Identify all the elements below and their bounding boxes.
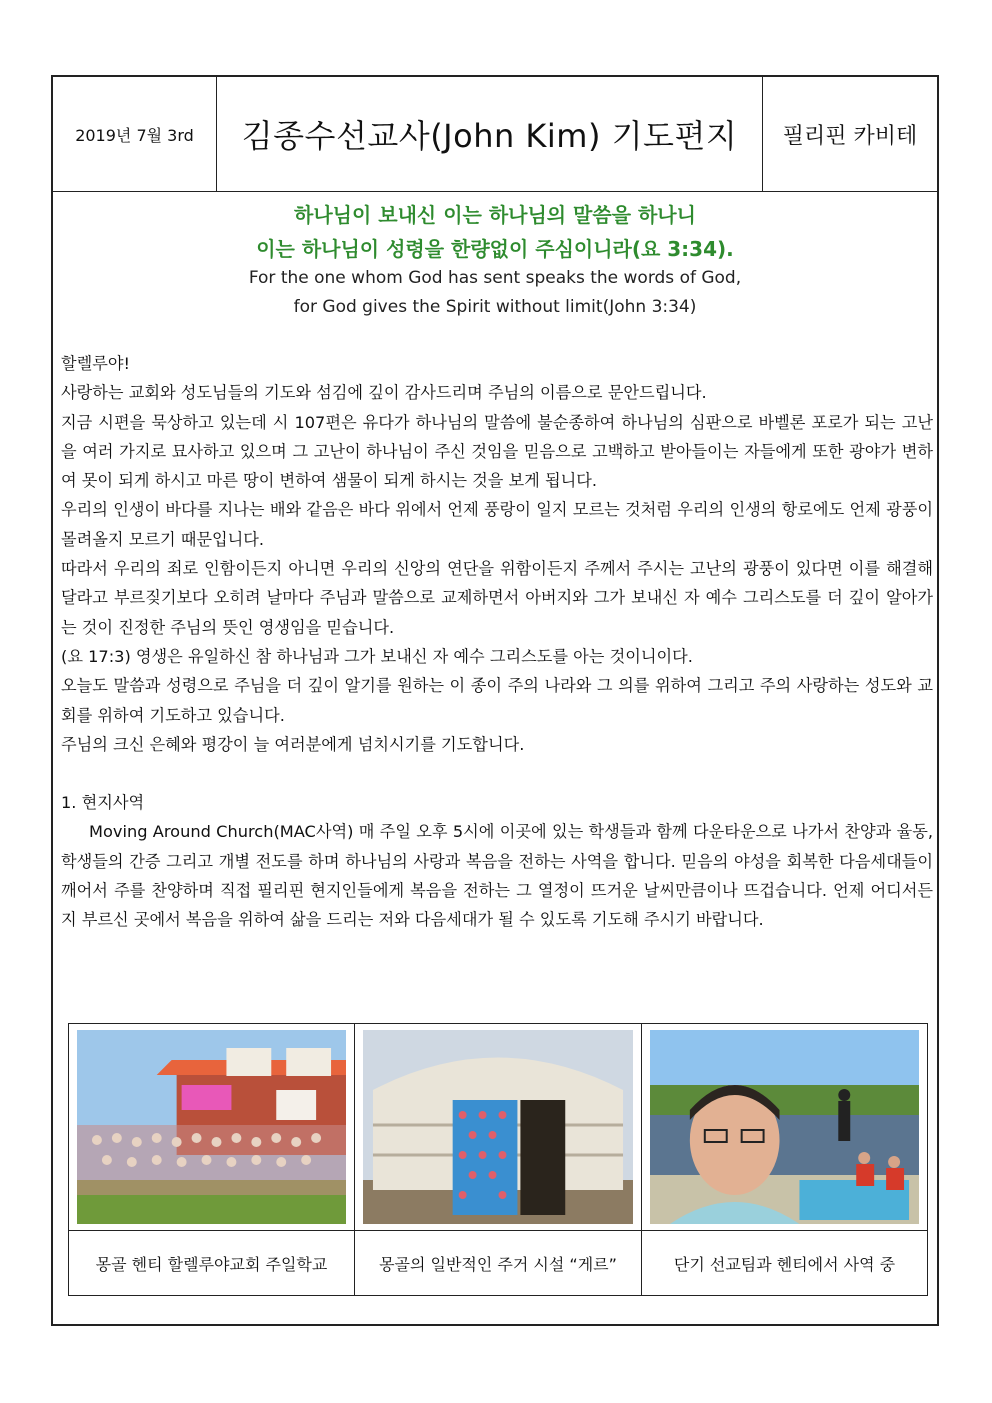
greeting: 할렐루야!: [61, 354, 131, 373]
section-body: Moving Around Church(MAC사역) 매 주일 오후 5시에 이곳에 있는 학생들과 함께 다운타운으로 나가서 찬양과 율동, 학생들의 간증 그리고 개별 전도를 하며 하나님의 사랑과 복음을 전하는 사역을 합니다. 믿음의 야성을 회복한 다음세대들이 깨어서 주를 찬양하며 직접 필리핀 현지인들에게 복음을 전하는 그 열정이 뜨거운 날씨만큼이나 뜨겁습니다. 언제 어디서든지 부르신 곳에서 복음을 위하여 삶을 드리는 저와 다음세대가 될 수 있도록 기도해 주시기 바랍니다.: [61, 822, 933, 930]
paragraph-psalm: 지금 시편을 묵상하고 있는데 시 107편은 유다가 하나님의 말씀에 불순종하여 하나님의 심판으로 바벨론 포로가 되는 고난을 여러 가지로 묘사하고 있으며 그 고난이 하나님이 주신 것임을 믿음으로 고백하고 받아들이는 자들에게 또한 광야가 변하여 못이 되게 하시고 마른 땅이 변하여 샘물이 되게 하시는 것을 보게 됩니다.: [61, 412, 933, 491]
verse-english-line1: For the one whom God has sent speaks the words of God,: [248, 268, 742, 288]
photo-cell-3: [642, 1024, 927, 1230]
paragraph-john: (요 17:3) 영생은 유일하신 참 하나님과 그가 보내신 자 예수 그리스도를 아는 것이니이다.: [61, 646, 693, 666]
verse-korean-line2: 이는 하나님이 성령을 한량없이 주심이니라(요 3:34).: [256, 237, 734, 261]
letter-body: [61, 349, 933, 935]
ger-photo: [363, 1030, 633, 1224]
letter-frame: [51, 75, 939, 1326]
letter-title: 김종수선교사(John Kim) 기도편지: [217, 77, 763, 191]
verse-korean-line1: 하나님이 보내신 이는 하나님의 말씀을 하나니: [294, 203, 696, 227]
paragraph-thanks: 사랑하는 교회와 성도님들의 기도와 섬김에 깊이 감사드리며 주님의 이름으로 문안드립니다.: [61, 383, 707, 403]
paragraph-blessing: 주님의 크신 은혜와 평강이 늘 여러분에게 넘치시기를 기도합니다.: [61, 734, 525, 754]
paragraph-prayer: 오늘도 말씀과 성령으로 주님을 더 깊이 알기를 원하는 이 종이 주의 나라와 그 의를 위하여 그리고 주의 사랑하는 성도와 교회를 위하여 기도하고 있습니다.: [61, 676, 933, 725]
section-heading: 1. 현지사역: [61, 793, 145, 813]
photo-caption-1: 몽골 헨티 할렐루야교회 주일학교: [69, 1230, 355, 1295]
letter-header: [53, 77, 937, 192]
letter-date: 2019년 7월 3rd: [53, 77, 217, 191]
photo-cell-1: [69, 1024, 355, 1230]
sunday-school-photo: [77, 1030, 346, 1224]
paragraph-trials: 따라서 우리의 죄로 인함이든지 아니면 우리의 신앙의 연단을 위함이든지 주께서 주시는 고난의 광풍이 있다면 이를 해결해 달라고 부르짖기보다 오히려 날마다 주님과 말씀으로 교제하면서 아버지와 그가 보내신 자 예수 그리스도를 더 깊이 알아가는 것이 진정한 주님의 뜻인 영생임을 믿습니다.: [61, 559, 933, 637]
verse-english-line2: for God gives the Spirit without limit(John 3:34): [293, 297, 697, 317]
letter-location: 필리핀 카비테: [782, 123, 918, 149]
photo-caption-3: 단기 선교팀과 헨티에서 사역 중: [642, 1230, 927, 1295]
photo-table: [68, 1023, 928, 1296]
photo-cell-2: [355, 1024, 642, 1230]
paragraph-life-sea: 우리의 인생이 바다를 지나는 배와 같음은 바다 위에서 언제 풍랑이 일지 모르는 것처럼 우리의 인생의 항로에도 언제 광풍이 몰려올지 모르기 때문입니다.: [61, 500, 933, 549]
photo-caption-2: 몽골의 일반적인 주거 시설 “게르”: [355, 1230, 642, 1295]
team-photo: [650, 1030, 919, 1224]
